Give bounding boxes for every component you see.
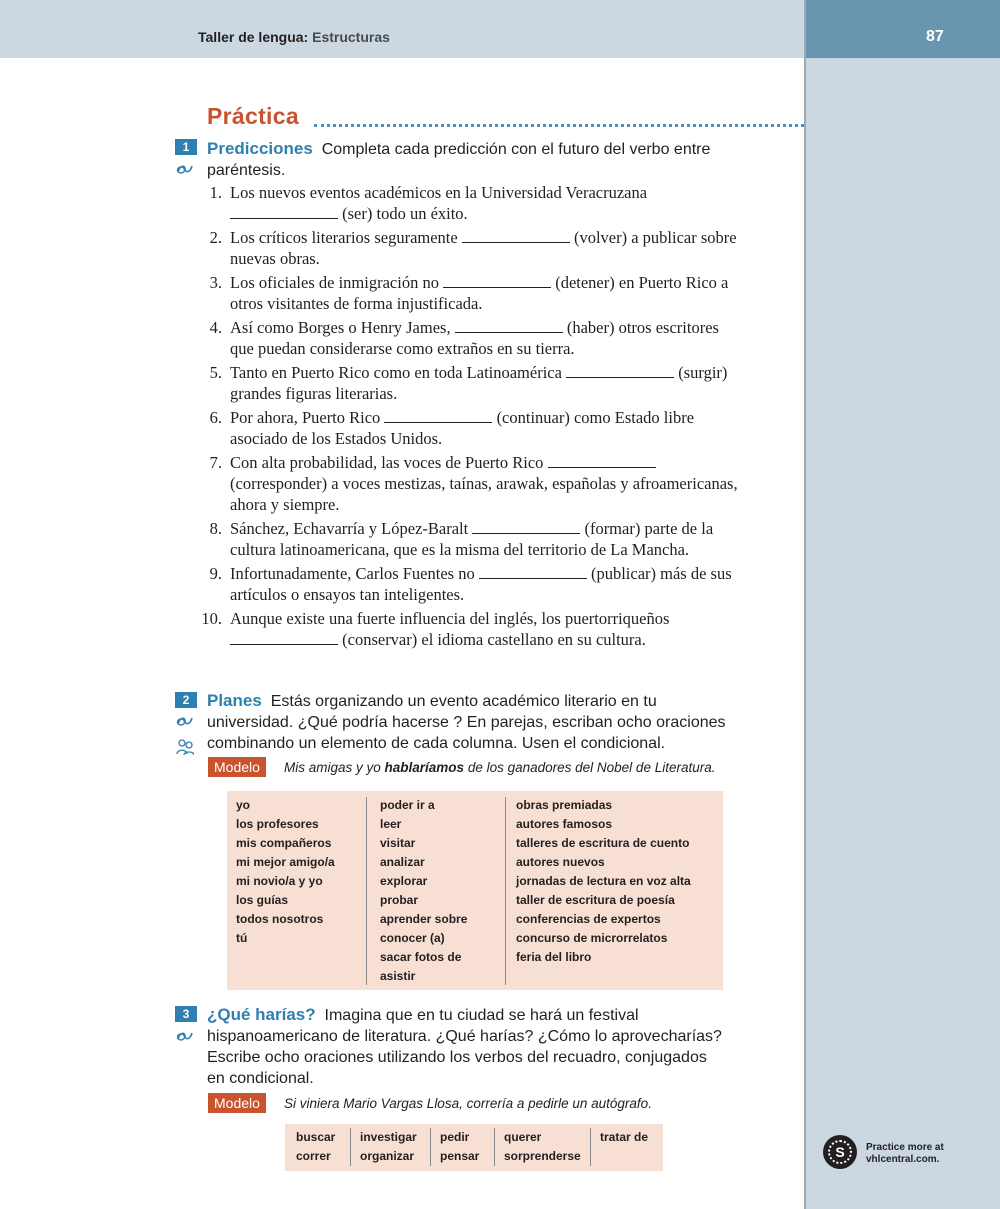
objects-column — [516, 796, 691, 967]
answer-blank[interactable] — [462, 229, 570, 243]
item-number: 10. — [201, 609, 222, 628]
item-text: Los oficiales de inmigración no (detener) en Puerto Rico a otros visitantes de forma injustificada. — [230, 273, 729, 313]
answer-blank[interactable] — [455, 319, 563, 333]
list-item — [200, 608, 740, 650]
word-option: jornadas de lectura en voz alta — [516, 874, 691, 888]
list-item — [200, 518, 740, 560]
word-option: conferencias de expertos — [516, 912, 661, 926]
answer-blank[interactable] — [548, 454, 656, 468]
page-header — [0, 0, 805, 58]
item-number: 5. — [209, 363, 222, 382]
section-3-instructions: ¿Qué harías? Imagina que en tu ciudad se hará un festival hispanoamericano de literatura. ¿Qué harías? ¿Cómo lo aprovecharías? Escribe ocho oraciones utilizando los verbos del recuadro, conjugados en condicional. — [207, 1005, 722, 1087]
word-option: asistir — [380, 969, 416, 983]
verb-option: pedir — [440, 1130, 470, 1144]
modelo-example: Mis amigas y yo hablaríamos de los ganadores del Nobel de Literatura. — [284, 760, 716, 775]
answer-blank[interactable] — [384, 409, 492, 423]
item-number: 6. — [209, 408, 222, 427]
item-text: Así como Borges o Henry James, (haber) otros escritores que puedan considerarse como extraños en su tierra. — [230, 318, 719, 358]
answer-blank[interactable] — [472, 520, 580, 534]
answer-blank[interactable] — [566, 364, 674, 378]
word-option: concurso de microrrelatos — [516, 931, 668, 945]
modelo-label: Modelo — [208, 757, 266, 777]
dotted-rule — [314, 124, 804, 127]
word-option: yo — [236, 798, 251, 812]
verb-column — [360, 1128, 417, 1166]
modelo-label: Modelo — [208, 1093, 266, 1113]
column-separator — [350, 1128, 351, 1166]
answer-blank[interactable] — [230, 205, 338, 219]
item-text: Los críticos literarios seguramente (volver) a publicar sobre nuevas obras. — [230, 228, 737, 268]
list-item — [200, 452, 740, 515]
supersite-logo-icon: S — [823, 1135, 857, 1169]
answer-blank[interactable] — [443, 274, 551, 288]
item-text: Tanto en Puerto Rico como en toda Latinoamérica (surgir) grandes figuras literarias. — [230, 363, 728, 403]
item-number: 9. — [209, 564, 222, 583]
item-text: Aunque existe una fuerte influencia del inglés, los puertorriqueños (conservar) el idioma castellano en su cultura. — [230, 609, 670, 649]
sidebar-header — [806, 0, 1000, 58]
list-item — [200, 563, 740, 605]
item-text: Infortunadamente, Carlos Fuentes no (publicar) más de sus artículos o ensayos tan inteligentes. — [230, 564, 732, 604]
list-item — [200, 182, 740, 224]
item-text: Sánchez, Echavarría y López-Baralt (formar) parte de la cultura latinoamericana, que es la misma del territorio de La Mancha. — [230, 519, 714, 559]
column-separator — [590, 1128, 591, 1166]
verb-option: buscar — [296, 1130, 336, 1144]
verb-column — [504, 1128, 581, 1166]
header-title: Taller de lengua: Estructuras — [198, 29, 390, 45]
practice-title: Práctica — [207, 103, 299, 129]
subjects-column — [236, 796, 335, 948]
word-option: analizar — [380, 855, 425, 869]
list-item — [200, 227, 740, 269]
list-item — [200, 272, 740, 314]
section-1-heading: Predicciones — [207, 139, 313, 158]
modelo-example: Si viniera Mario Vargas Llosa, correría a pedirle un autógrafo. — [284, 1096, 652, 1111]
word-option: leer — [380, 817, 402, 831]
verb-column — [296, 1128, 335, 1166]
section-1-number: 1 — [175, 139, 197, 155]
word-option: aprender sobre — [380, 912, 468, 926]
verb-column — [440, 1128, 479, 1166]
verbs-column — [380, 796, 467, 986]
word-option: mi mejor amigo/a — [236, 855, 335, 869]
verb-option: organizar — [360, 1149, 415, 1163]
section-1-items — [200, 182, 740, 653]
page-number: 87 — [926, 28, 944, 45]
verb-column — [600, 1128, 648, 1166]
verb-option — [600, 1147, 648, 1166]
word-option: autores nuevos — [516, 855, 605, 869]
section-2-number: 2 — [175, 692, 197, 708]
word-option: explorar — [380, 874, 428, 888]
answer-blank[interactable] — [230, 631, 338, 645]
item-number: 3. — [209, 273, 222, 292]
word-option: los profesores — [236, 817, 319, 831]
divider — [804, 0, 806, 1209]
written-activity-icon — [176, 162, 194, 176]
pair-work-icon — [176, 738, 194, 756]
item-number: 7. — [209, 453, 222, 472]
verb-option: correr — [296, 1149, 331, 1163]
word-option: visitar — [380, 836, 416, 850]
column-separator — [505, 797, 506, 985]
word-option: mi novio/a y yo — [236, 874, 323, 888]
word-option: obras premiadas — [516, 798, 613, 812]
item-text: Por ahora, Puerto Rico (continuar) como Estado libre asociado de los Estados Unidos. — [230, 408, 695, 448]
section-2-heading: Planes — [207, 691, 262, 710]
item-number: 4. — [209, 318, 222, 337]
written-activity-icon — [176, 1029, 194, 1043]
list-item — [200, 407, 740, 449]
answer-blank[interactable] — [479, 565, 587, 579]
word-option: talleres de escritura de cuento — [516, 836, 690, 850]
item-text: Con alta probabilidad, las voces de Puerto Rico (corresponder) a voces mestizas, taínas, arawak, españolas y afroamericanas, ahora y siempre. — [230, 453, 738, 514]
list-item — [200, 317, 740, 359]
word-option: probar — [380, 893, 419, 907]
word-option: los guías — [236, 893, 289, 907]
verb-option: sorprenderse — [504, 1149, 581, 1163]
word-option: feria del libro — [516, 950, 592, 964]
verb-option: querer — [504, 1130, 542, 1144]
item-number: 8. — [209, 519, 222, 538]
verb-option: pensar — [440, 1149, 480, 1163]
word-option: autores famosos — [516, 817, 613, 831]
column-separator — [494, 1128, 495, 1166]
section-2-instructions: Planes Estás organizando un evento académico literario en tu universidad. ¿Qué podría hacerse ? En parejas, escriban ocho oraciones combinando un elemento de cada columna. Usen el condicional. — [207, 691, 726, 752]
verb-option: tratar de — [600, 1130, 649, 1144]
column-separator — [430, 1128, 431, 1166]
verb-option: investigar — [360, 1130, 417, 1144]
section-1-instructions: Predicciones Completa cada predicción con el futuro del verbo entre paréntesis. — [207, 139, 711, 179]
right-sidebar — [806, 0, 1000, 1209]
word-option: taller de escritura de poesía — [516, 893, 675, 907]
item-text: Los nuevos eventos académicos en la Universidad Veracruzana (ser) todo un éxito. — [230, 183, 648, 223]
section-3-heading: ¿Qué harías? — [207, 1005, 316, 1024]
practice-more-link[interactable]: Practice more at vhlcentral.com. — [866, 1142, 944, 1165]
column-separator — [366, 797, 367, 985]
word-option: todos nosotros — [236, 912, 324, 926]
section-3-number: 3 — [175, 1006, 197, 1022]
item-number: 2. — [209, 228, 222, 247]
item-number: 1. — [209, 183, 222, 202]
list-item — [200, 362, 740, 404]
word-option: tú — [236, 931, 248, 945]
written-activity-icon — [176, 714, 194, 728]
word-option: sacar fotos de — [380, 950, 462, 964]
word-option: mis compañeros — [236, 836, 332, 850]
word-option: poder ir a — [380, 798, 435, 812]
word-option: conocer (a) — [380, 931, 445, 945]
